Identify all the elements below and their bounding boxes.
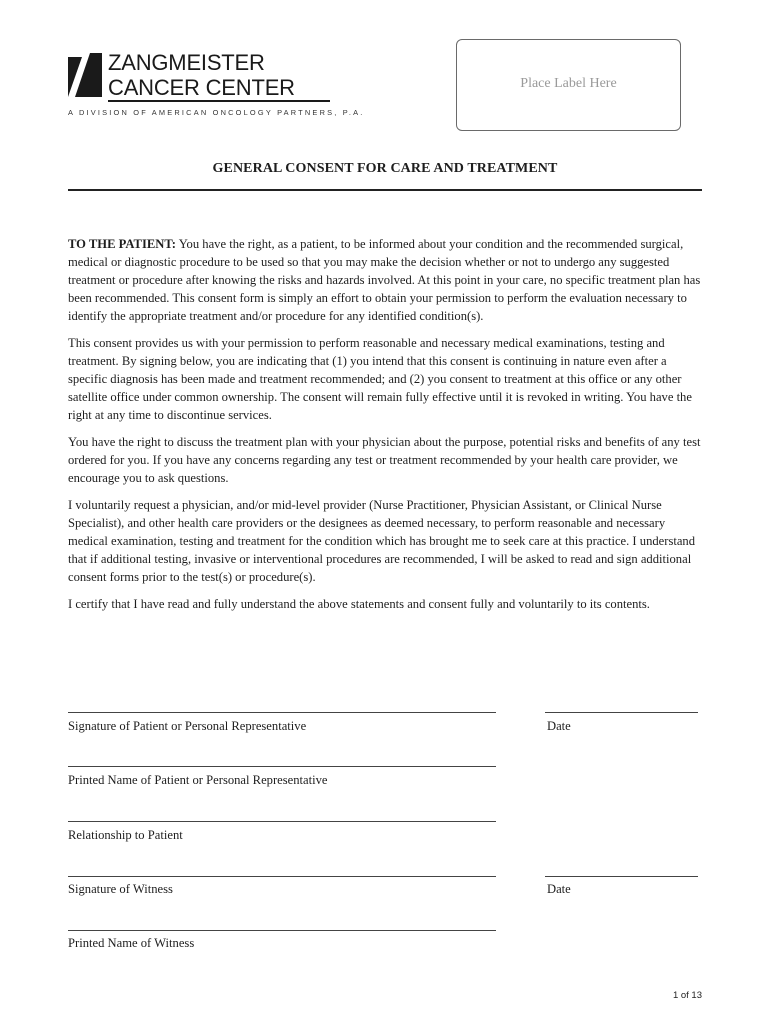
witness-name-label: Printed Name of Witness [68,936,195,950]
printed-name-line[interactable] [68,766,496,767]
patient-label-box[interactable] [456,39,681,131]
logo-name-line1: ZANGMEISTER [108,50,265,75]
patient-signature-line[interactable] [68,712,496,713]
relationship-label: Relationship to Patient [68,828,183,842]
discussion-paragraph: You have the right to discuss the treatment plan with your physician about the purpose, potential risks and benefits of any test ordered for you. If you have any concerns regarding any test or treatment recommended by your health care provider, we encourage you to ask questions. [68,435,701,485]
printed-name-label: Printed Name of Patient or Personal Representative [68,773,328,787]
certification-paragraph: I certify that I have read and fully understand the above statements and consent fully and voluntarily to its contents. [68,597,650,611]
logo-name-line2: CANCER CENTER [108,75,295,100]
intro-lead: TO THE PATIENT: [68,237,177,251]
date-line-2[interactable] [545,876,698,877]
logo [68,50,365,125]
date-line-1[interactable] [545,712,698,713]
logo-division-text: A DIVISION OF AMERICAN ONCOLOGY PARTNERS, P.A. [68,108,365,117]
label-placeholder: Place Label Here [520,76,617,91]
consent-body [68,235,704,622]
consent-paragraph: This consent provides us with your permission to perform reasonable and necessary medical examinations, testing and treatment. By signing below, you are indicating that (1) you intend that this consent is continuing in nature even after a specific diagnosis has been made and treatment recommended; and (2) you consent to treatment at this office or any other satellite office under common ownership. The consent will remain fully effective until it is revoked in writing. You have the right at any time to discontinue services. [68,336,692,422]
witness-name-line[interactable] [68,930,496,931]
title-divider [68,189,702,191]
intro-text: You have the right, as a patient, to be informed about your condition and the recommended surgical, medical or diagnostic procedure to be used so that you may make the decision whether or not to undergo any suggested treatment or procedure after knowing the risks and hazards involved. At this point in your care, no specific treatment plan has been recommended. This consent form is simply an effort to obtain your permission to perform the evaluation necessary to identify the appropriate treatment and/or procedure for any identified condition(s). [68,237,701,323]
zangmeister-z-icon [68,53,102,99]
request-paragraph: I voluntarily request a physician, and/or mid-level provider (Nurse Practitioner, Physician Assistant, or Clinical Nurse Specialist), and other health care providers or the designees as deemed necessary, to perform reasonable and necessary medical examination, testing and treatment for the condition which has brought me to seek care at this practice. I understand that if additional testing, invasive or interventional procedures are recommended, I will be asked to read and sign additional consent forms prior to the test(s) or procedure(s). [68,498,696,584]
witness-signature-line[interactable] [68,876,496,877]
intro-paragraph [68,235,704,325]
date-label-1: Date [547,719,571,733]
patient-signature-label: Signature of Patient or Personal Representative [68,719,307,733]
document-title: GENERAL CONSENT FOR CARE AND TREATMENT [212,161,558,176]
relationship-line[interactable] [68,821,496,822]
witness-signature-label: Signature of Witness [68,882,173,896]
page-number: 1 of 13 [672,990,702,1001]
logo-rule [108,100,330,102]
date-label-2: Date [547,882,571,896]
